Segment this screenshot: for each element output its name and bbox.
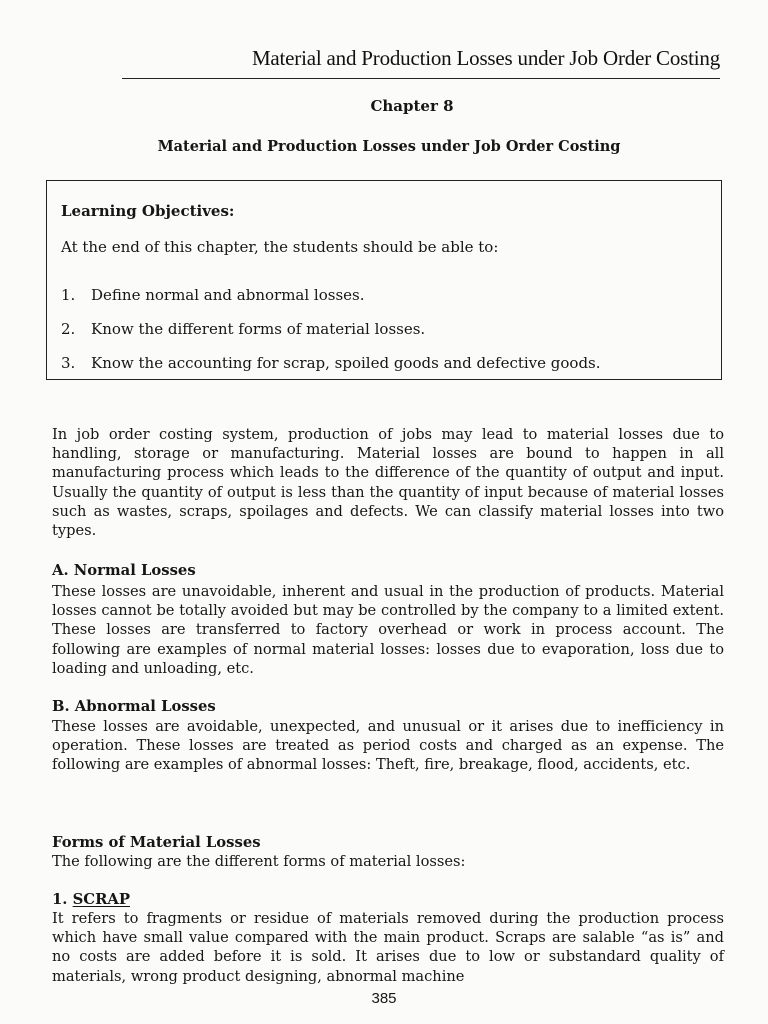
forms-heading: Forms of Material Losses: [52, 834, 261, 851]
normal-losses-heading: A. Normal Losses: [52, 562, 196, 579]
objective-item: [61, 320, 601, 354]
objective-number: 2.: [61, 320, 76, 338]
normal-losses-text: These losses are unavoidable, inherent and usual in the production of products. Material losses cannot be totally avoided but may be controlled by the company to a limited extent. These losses are transferred to factory overhead or work in process account. The following are examples of normal material losses: losses due to evaporation, loss due to loading and unloading, etc.: [52, 583, 724, 677]
abnormal-losses-heading: B. Abnormal Losses: [52, 698, 216, 715]
header-rule: [122, 78, 720, 79]
objectives-heading: Learning Objectives:: [61, 202, 235, 220]
objectives-list: [61, 286, 601, 388]
chapter-title: Material and Production Losses under Job Order Costing: [157, 138, 621, 155]
forms-intro: The following are the different forms of material losses:: [52, 853, 466, 870]
scrap-heading: [52, 891, 130, 908]
scrap-number: 1.: [52, 891, 68, 908]
objective-item: [61, 286, 601, 320]
objectives-intro: At the end of this chapter, the students should be able to:: [61, 238, 499, 256]
objective-text: Know the accounting for scrap, spoiled goods and defective goods.: [91, 354, 601, 372]
objective-text: Know the different forms of material losses.: [91, 320, 426, 338]
running-head: Material and Production Losses under Job Order Costing: [251, 46, 720, 70]
chapter-label: Chapter 8: [370, 97, 454, 115]
scrap-text: It refers to fragments or residue of materials removed during the production process which have small value compared with the main product. Scraps are salable “as is” and no costs are added before it is sold. It arises due to low or substandard quality of materials, wrong product designing, abnormal machine: [52, 910, 724, 985]
objective-text: Define normal and abnormal losses.: [91, 286, 365, 304]
abnormal-losses-text: These losses are avoidable, unexpected, and unusual or it arises due to inefficiency in operation. These losses are treated as period costs and charged as an expense. The following are examples of abnormal losses: Theft, fire, breakage, flood, accidents, etc.: [52, 718, 724, 774]
learning-objectives-box: [46, 180, 722, 380]
objective-item: [61, 354, 601, 388]
objective-number: 1.: [61, 286, 76, 304]
objective-number: 3.: [61, 354, 76, 372]
page-number: 385: [371, 990, 397, 1007]
intro-paragraph: In job order costing system, production of jobs may lead to material losses due to handling, storage or manufacturing. Material losses are bound to happen in all manufacturing process which leads to the difference of the quantity of output and input. Usually the quantity of output is less than the quantity of input because of material losses such as wastes, scraps, spoilages and defects. We can classify material losses into two types.: [52, 426, 724, 540]
scrap-label: SCRAP: [72, 891, 130, 908]
